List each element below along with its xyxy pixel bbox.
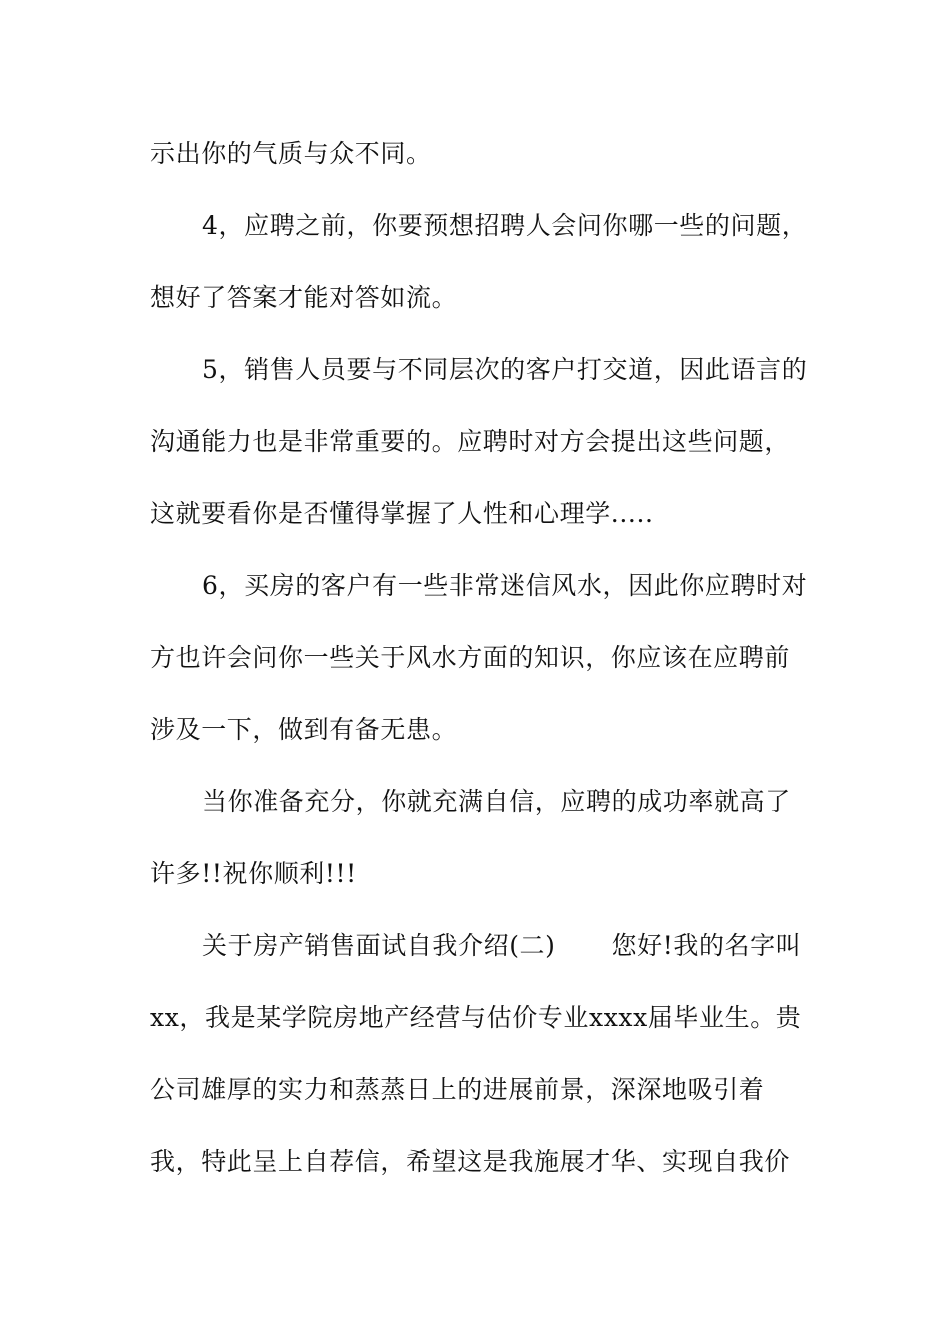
- paragraph-line: 许多!!祝你顺利!!!: [150, 859, 357, 888]
- paragraph-line: 想好了答案才能对答如流。: [150, 283, 458, 312]
- paragraph-line: 我，特此呈上自荐信，希望这是我施展才华、实现自我价: [150, 1147, 791, 1176]
- section-title: 关于房产销售面试自我介绍(二): [202, 931, 556, 960]
- paragraph-line: 这就要看你是否懂得掌握了人性和心理学.....: [150, 499, 654, 528]
- paragraph-line: 沟通能力也是非常重要的。应聘时对方会提出这些问题，: [150, 427, 791, 456]
- paragraph-line: 方也许会问你一些关于风水方面的知识，你应该在应聘前: [150, 643, 791, 672]
- paragraph-line: 4，应聘之前，你要预想招聘人会问你哪一些的问题，: [202, 211, 808, 240]
- paragraph-line: 示出你的气质与众不同。: [150, 139, 432, 168]
- paragraph-line: 公司雄厚的实力和蒸蒸日上的进展前景，深深地吸引着: [150, 1075, 765, 1104]
- paragraph-line: xx，我是某学院房地产经营与估价专业xxxx届毕业生。贵: [150, 1003, 802, 1032]
- document-body: [150, 118, 810, 1198]
- paragraph-line: 5，销售人员要与不同层次的客户打交道，因此语言的: [202, 355, 808, 384]
- paragraph-line: 当你准备充分，你就充满自信，应聘的成功率就高了: [202, 787, 791, 816]
- section-heading-line: [150, 910, 810, 982]
- paragraph-line: 6，买房的客户有一些非常迷信风水，因此你应聘时对: [202, 571, 808, 600]
- greeting-text: 您好!我的名字叫: [611, 931, 802, 960]
- paragraph-line: 涉及一下，做到有备无患。: [150, 715, 458, 744]
